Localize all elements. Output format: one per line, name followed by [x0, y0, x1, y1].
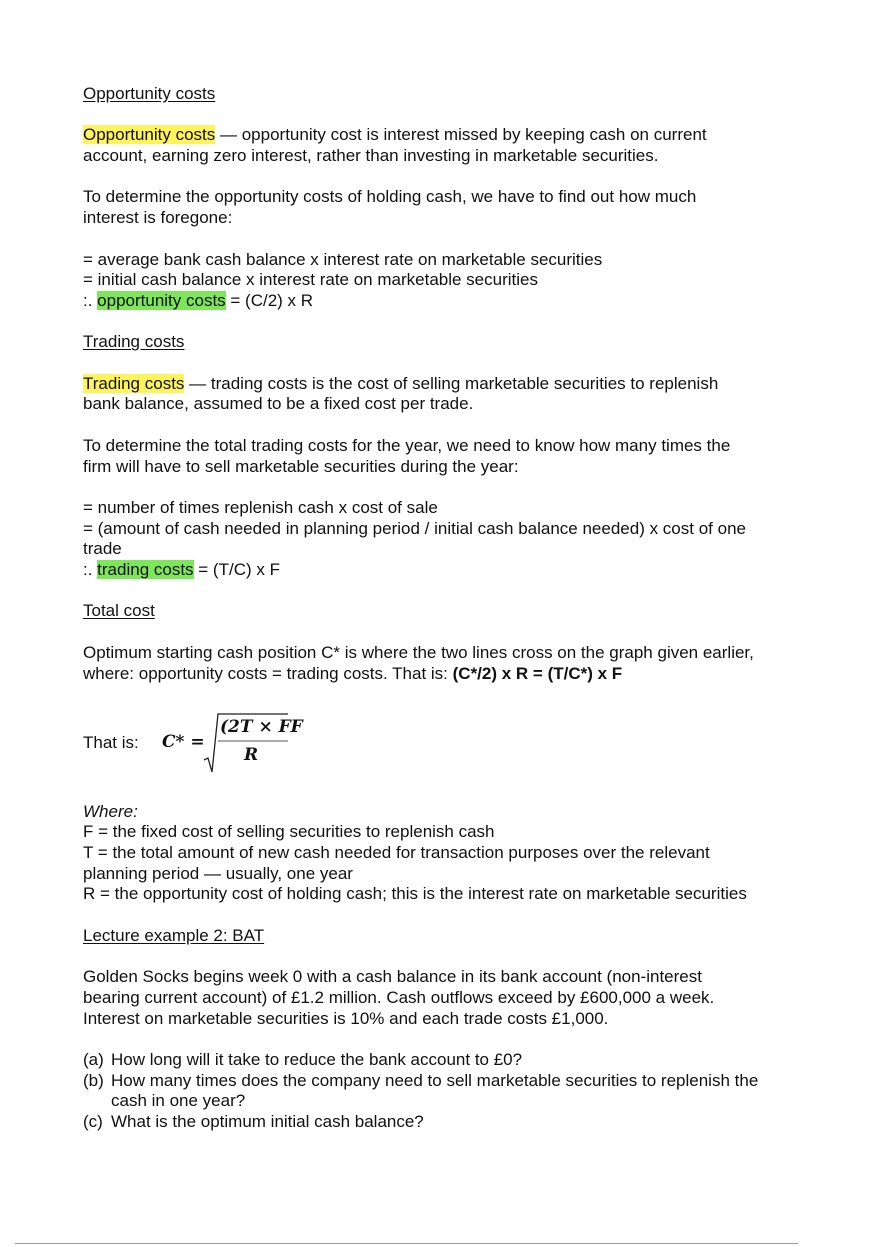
total-heading-block — [83, 601, 803, 622]
optimum-cash-formula — [83, 705, 803, 781]
definition-t: T = the total amount of new cash needed for transaction purposes over the relevant — [83, 843, 710, 863]
opportunity-equations — [83, 250, 803, 312]
highlight-trading-term: Trading costs — [83, 373, 185, 393]
list-item — [83, 1112, 803, 1133]
trading-heading-block — [83, 332, 803, 353]
paragraph-line: interest is foregone: — [83, 208, 233, 228]
highlight-opportunity-term: Opportunity costs — [83, 125, 216, 145]
question-text: How many times does the company need to sell marketable securities to replenish the — [111, 1070, 759, 1090]
section-heading-total: Total cost — [83, 601, 155, 621]
list-marker: (b) — [83, 1070, 104, 1090]
paragraph-line: Optimum starting cash position C* is where the two lines cross on the graph given earlier, — [83, 642, 754, 662]
paragraph-line: To determine the total trading costs for the year, we need to know how many times the — [83, 435, 731, 455]
equation-result — [83, 291, 803, 312]
list-marker: (c) — [83, 1112, 103, 1132]
equation-line: = number of times replenish cash x cost of sale — [83, 497, 438, 517]
question-text: How long will it take to reduce the bank account to £0? — [111, 1050, 523, 1070]
opportunity-heading-block — [83, 84, 803, 105]
trading-intro — [83, 436, 803, 477]
definition-text: — opportunity cost is interest missed by keeping cash on current — [215, 125, 707, 145]
section-heading-opportunity: Opportunity costs — [83, 84, 216, 103]
definition-text: — trading costs is the cost of selling marketable securities to replenish — [184, 373, 719, 393]
definition-t: planning period — usually, one year — [83, 863, 353, 883]
formula-numerator: (2T × FF — [220, 716, 303, 737]
definition-text: bank balance, assumed to be a fixed cost per trade. — [83, 394, 474, 414]
trading-definition — [83, 374, 803, 415]
section-heading-trading: Trading costs — [83, 332, 185, 352]
definition-r: R = the opportunity cost of holding cash; this is the interest rate on marketable securities — [83, 884, 747, 904]
equation-line: = initial cash balance x interest rate on marketable securities — [83, 270, 538, 290]
trading-equations — [83, 498, 803, 581]
therefore-symbol: :. — [83, 560, 98, 580]
therefore-symbol: :. — [83, 290, 98, 310]
example-heading-block — [83, 926, 803, 947]
paragraph-line: To determine the opportunity costs of holding cash, we have to find out how much — [83, 187, 697, 207]
formula-graphic — [162, 708, 303, 778]
paragraph-line: Interest on marketable securities is 10% and each trade costs £1,000. — [83, 1008, 609, 1028]
paragraph-line: bearing current account) of £1.2 million. Cash outflows exceed by £600,000 a week. — [83, 987, 715, 1007]
equation-text: = (T/C) x F — [193, 560, 280, 580]
definition-text: account, earning zero interest, rather than investing in marketable securities. — [83, 146, 659, 166]
highlight-opportunity-result: opportunity costs — [97, 290, 226, 310]
opportunity-intro — [83, 187, 803, 228]
bold-equation: (C*/2) x R = (T/C*) x F — [452, 663, 623, 683]
question-text: cash in one year? — [111, 1091, 246, 1111]
paragraph-line: firm will have to sell marketable securities during the year: — [83, 456, 519, 476]
list-item — [83, 1071, 803, 1112]
total-paragraph — [83, 643, 803, 684]
highlight-trading-result: trading costs — [97, 560, 194, 580]
formula-denominator: R — [244, 744, 259, 765]
paragraph-text: where: opportunity costs = trading costs. That is: — [83, 663, 453, 683]
equation-line: = (amount of cash needed in planning period / initial cash balance needed) x cost of one — [83, 518, 746, 538]
list-marker: (a) — [83, 1050, 104, 1070]
equation-result — [83, 560, 803, 581]
list-item — [83, 1050, 803, 1071]
where-label: Where: — [83, 801, 138, 821]
formula-lhs: C* = — [162, 731, 205, 752]
definition-f: F = the fixed cost of selling securities to replenish cash — [83, 822, 495, 842]
formula-label: That is: — [83, 732, 139, 752]
opportunity-definition — [83, 125, 803, 166]
equation-text: = (C/2) x R — [225, 290, 314, 310]
where-definitions — [83, 802, 803, 906]
question-text: What is the optimum initial cash balance? — [111, 1112, 424, 1132]
equation-line: = average bank cash balance x interest rate on marketable securities — [83, 249, 603, 269]
paragraph-line: Golden Socks begins week 0 with a cash balance in its bank account (non-interest — [83, 967, 702, 987]
equation-line: trade — [83, 539, 122, 559]
page-bottom-divider — [15, 1243, 798, 1244]
example-paragraph — [83, 967, 803, 1029]
document-page — [83, 84, 803, 1133]
question-list — [83, 1050, 803, 1133]
section-heading-example: Lecture example 2: BAT — [83, 925, 265, 945]
